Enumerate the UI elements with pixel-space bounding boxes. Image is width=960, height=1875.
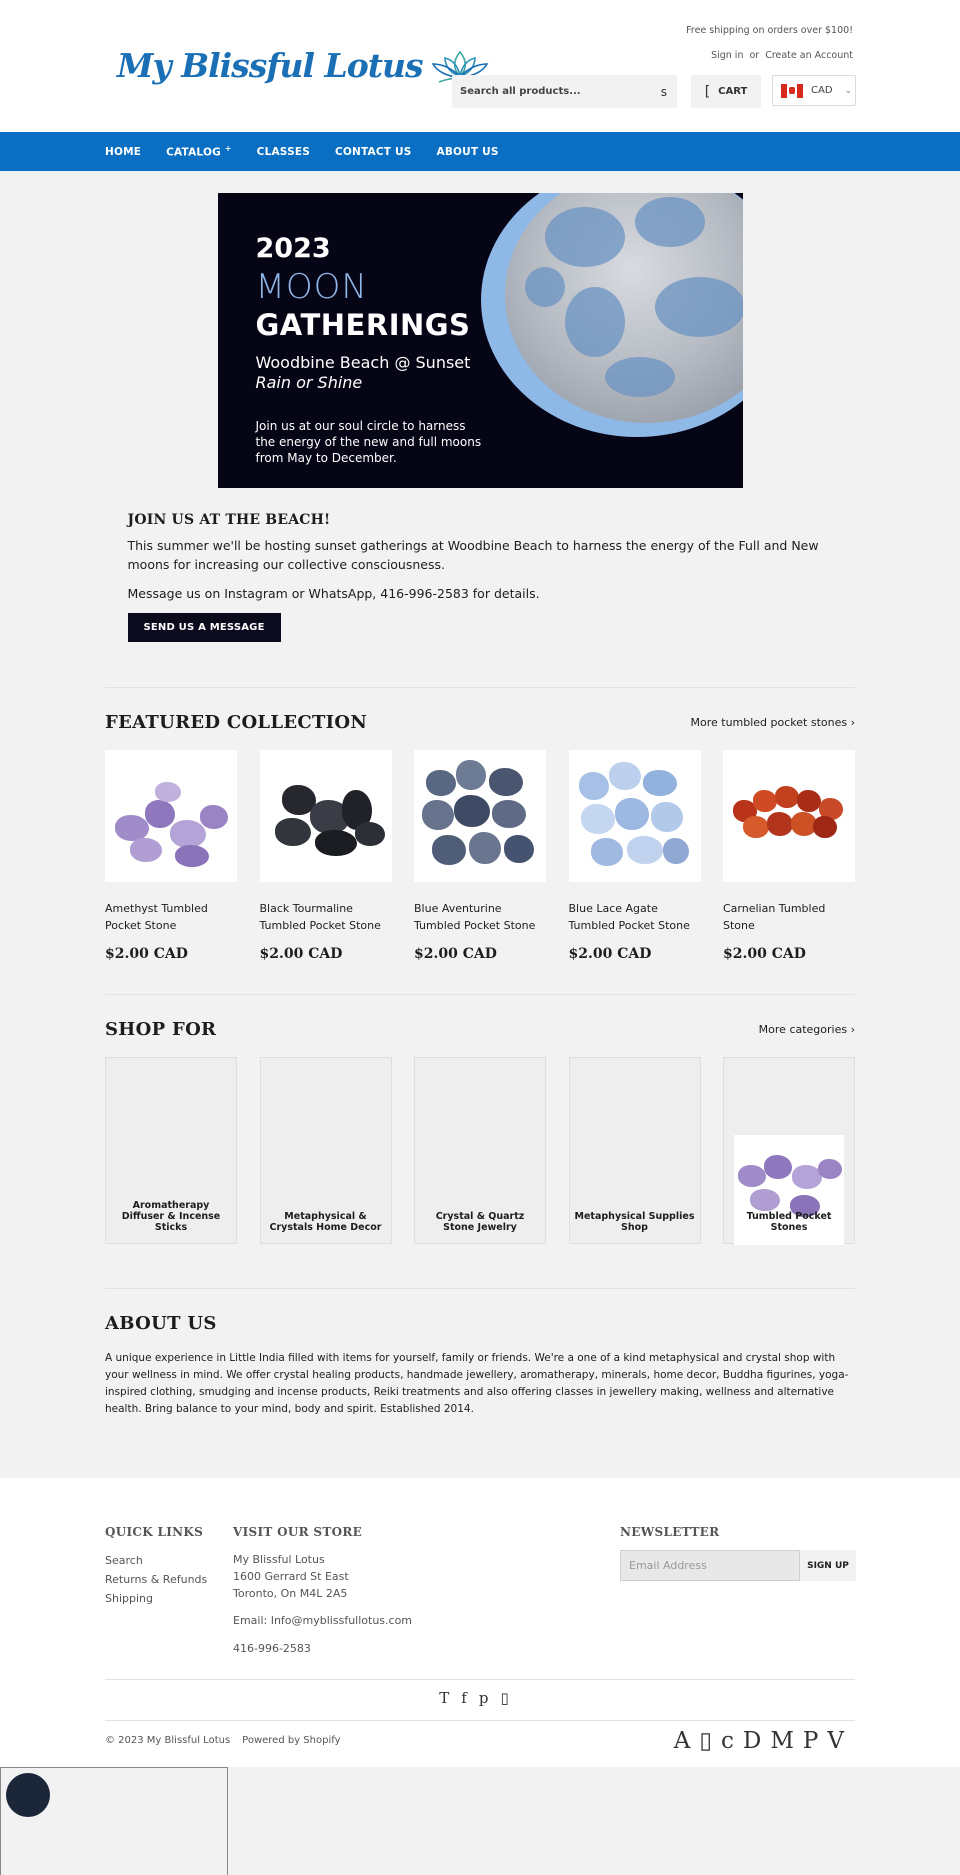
- footer-link-shipping[interactable]: Shipping: [105, 1592, 153, 1605]
- category-tile[interactable]: [569, 1057, 701, 1244]
- product-name[interactable]: Carnelian Tumbled Stone: [723, 902, 826, 932]
- store-city: Toronto, On M4L 2A5: [233, 1587, 348, 1600]
- category-tile[interactable]: [260, 1057, 392, 1244]
- store-street: 1600 Gerrard St East: [233, 1570, 349, 1583]
- cart-button[interactable]: [691, 75, 761, 108]
- facebook-icon[interactable]: f: [461, 1689, 479, 1707]
- product-card[interactable]: [260, 750, 392, 962]
- product-image[interactable]: [105, 750, 237, 882]
- amex-icon: A: [673, 1728, 700, 1754]
- hero-gatherings: GATHERINGS: [255, 308, 471, 342]
- product-card[interactable]: [569, 750, 701, 962]
- divider: [105, 1720, 855, 1721]
- join-title: JOIN US AT THE BEACH!: [127, 512, 331, 528]
- chevron-down-icon: ⌄: [844, 85, 853, 96]
- join-body: This summer we'll be hosting sunset gatherings at Woodbine Beach to harness the energy of the Full and New moons for increasing our collective consciousness.: [127, 538, 819, 572]
- copyright: [105, 1735, 353, 1746]
- product-card[interactable]: [105, 750, 237, 962]
- catalog-caret-icon: +: [224, 144, 232, 154]
- shop-for-title: SHOP FOR: [105, 1019, 217, 1040]
- payment-icons: [674, 1728, 853, 1754]
- shipping-note: Free shipping on orders over $100!: [686, 25, 853, 36]
- category-label[interactable]: Metaphysical & Crystals Home Decor: [269, 1211, 382, 1233]
- hero-rain: Rain or Shine: [255, 373, 363, 392]
- category-label[interactable]: Crystal & Quartz Stone Jewelry: [435, 1211, 525, 1233]
- cart-icon: [: [704, 83, 711, 100]
- store-email[interactable]: Email: Info@myblissfullotus.com: [233, 1614, 413, 1627]
- newsletter-email-input[interactable]: Email Address: [620, 1550, 800, 1581]
- product-card[interactable]: [723, 750, 855, 962]
- footer-link-search[interactable]: Search: [105, 1554, 143, 1567]
- nav-catalog[interactable]: [166, 144, 232, 159]
- more-stones-link[interactable]: More tumbled pocket stones ›: [690, 716, 855, 729]
- hero-subtitle: Join us at our soul circle to harness the energy of the new and full moons from May to December.: [255, 419, 482, 465]
- logo-text: My Blissful Lotus: [117, 45, 423, 85]
- search-placeholder: Search all products...: [460, 86, 581, 97]
- account-links: [711, 50, 853, 61]
- product-name[interactable]: Black Tourmaline Tumbled Pocket Stone: [259, 902, 381, 932]
- store-info: [233, 1525, 412, 1657]
- product-price: $2.00 CAD: [259, 946, 343, 962]
- product-name[interactable]: Blue Aventurine Tumbled Pocket Stone: [414, 902, 536, 932]
- product-image[interactable]: [414, 750, 546, 882]
- category-tile[interactable]: [414, 1057, 546, 1244]
- site-footer: [0, 1478, 960, 1767]
- or-separator: or: [749, 50, 760, 61]
- hero-year: 2023: [255, 233, 331, 264]
- nav-catalog-label: CATALOG: [166, 146, 221, 159]
- quick-links: [105, 1525, 207, 1608]
- hero-location: Woodbine Beach @ Sunset: [255, 353, 471, 372]
- chat-widget-panel: [0, 1767, 228, 1875]
- hero-banner: [218, 193, 743, 488]
- hero-moon-word: MOON: [255, 267, 368, 307]
- product-price: $2.00 CAD: [105, 946, 188, 962]
- divider: [105, 1679, 855, 1680]
- nav-about[interactable]: ABOUT US: [436, 145, 499, 158]
- store-title: VISIT OUR STORE: [233, 1525, 363, 1539]
- product-card[interactable]: [414, 750, 546, 962]
- about-body: A unique experience in Little India filled with items for yourself, family or friends. We're a one of a kind metaphysical and crystal shop with your wellness in mind. We offer crystal healing products, handmade jewellery, aromatherapy, minerals, home decor, Buddha figurines, yoga-inspired clothing, smudging and incense products, Reiki treatments and also offering classes in jewellery making, wellness and alternative health. Bring balance to your mind, body and spirit. Established 2014.: [105, 1352, 849, 1415]
- pinterest-icon[interactable]: p: [478, 1689, 501, 1707]
- newsletter-title: NEWSLETTER: [620, 1525, 720, 1539]
- product-image[interactable]: [260, 750, 392, 882]
- nav-contact[interactable]: CONTACT US: [334, 145, 412, 158]
- divider: [105, 687, 855, 688]
- sign-up-button[interactable]: SIGN UP: [800, 1550, 856, 1581]
- footer-link-returns[interactable]: Returns & Refunds: [105, 1573, 208, 1586]
- featured-section: [105, 687, 855, 962]
- join-section: [128, 512, 833, 642]
- main-nav: [0, 132, 960, 171]
- store-name: My Blissful Lotus: [233, 1553, 325, 1566]
- visa-icon: V: [827, 1728, 853, 1754]
- sign-in-link[interactable]: Sign in: [711, 50, 744, 61]
- instagram-icon[interactable]: ▯: [500, 1689, 521, 1707]
- join-contact: Message us on Instagram or WhatsApp, 416-996-2583 for details.: [127, 586, 540, 601]
- search-input[interactable]: [452, 75, 677, 108]
- send-message-button[interactable]: SEND US A MESSAGE: [128, 613, 281, 642]
- quick-links-title: QUICK LINKS: [105, 1525, 204, 1539]
- diners-icon: c: [720, 1728, 743, 1754]
- paypal-icon: P: [802, 1728, 828, 1754]
- social-links: [105, 1689, 855, 1707]
- copyright-text[interactable]: © 2023 My Blissful Lotus: [105, 1735, 231, 1746]
- search-icon[interactable]: s: [660, 84, 667, 99]
- site-logo[interactable]: [117, 44, 491, 86]
- newsletter: [620, 1525, 856, 1635]
- nav-home[interactable]: HOME: [105, 145, 142, 158]
- category-label[interactable]: Aromatherapy Diffuser & Incense Sticks: [121, 1200, 221, 1233]
- product-name[interactable]: Amethyst Tumbled Pocket Stone: [105, 902, 208, 932]
- category-tile[interactable]: [105, 1057, 237, 1244]
- product-price: $2.00 CAD: [414, 946, 497, 962]
- powered-by-link[interactable]: Powered by Shopify: [242, 1735, 341, 1746]
- category-tile[interactable]: [723, 1057, 855, 1244]
- divider: [105, 1288, 855, 1289]
- chat-bubble-icon[interactable]: [6, 1773, 50, 1817]
- currency-selector[interactable]: [772, 75, 856, 106]
- category-label[interactable]: Tumbled Pocket Stones: [746, 1211, 832, 1233]
- product-name[interactable]: Blue Lace Agate Tumbled Pocket Stone: [568, 902, 690, 932]
- nav-classes[interactable]: CLASSES: [256, 145, 310, 158]
- twitter-icon[interactable]: T: [439, 1689, 462, 1707]
- canada-flag-icon: [781, 84, 803, 98]
- shop-for-section: [105, 994, 855, 1244]
- featured-title: FEATURED COLLECTION: [105, 712, 368, 733]
- create-account-link[interactable]: Create an Account: [765, 50, 853, 61]
- site-header: [0, 0, 960, 132]
- discover-icon: D: [742, 1728, 771, 1754]
- about-title: ABOUT US: [105, 1313, 217, 1334]
- category-label[interactable]: Metaphysical Supplies Shop: [574, 1211, 695, 1233]
- more-categories-link[interactable]: More categories ›: [758, 1023, 855, 1036]
- product-image[interactable]: [569, 750, 701, 882]
- currency-value: CAD: [811, 85, 833, 96]
- mastercard-icon: M: [770, 1728, 803, 1754]
- divider: [105, 994, 855, 995]
- product-price: $2.00 CAD: [568, 946, 652, 962]
- about-section: [105, 1288, 855, 1418]
- store-phone: 416-996-2583: [233, 1642, 311, 1655]
- product-image[interactable]: [723, 750, 855, 882]
- apple-pay-icon: ▯: [699, 1728, 721, 1754]
- cart-label: CART: [718, 86, 748, 97]
- product-price: $2.00 CAD: [723, 946, 806, 962]
